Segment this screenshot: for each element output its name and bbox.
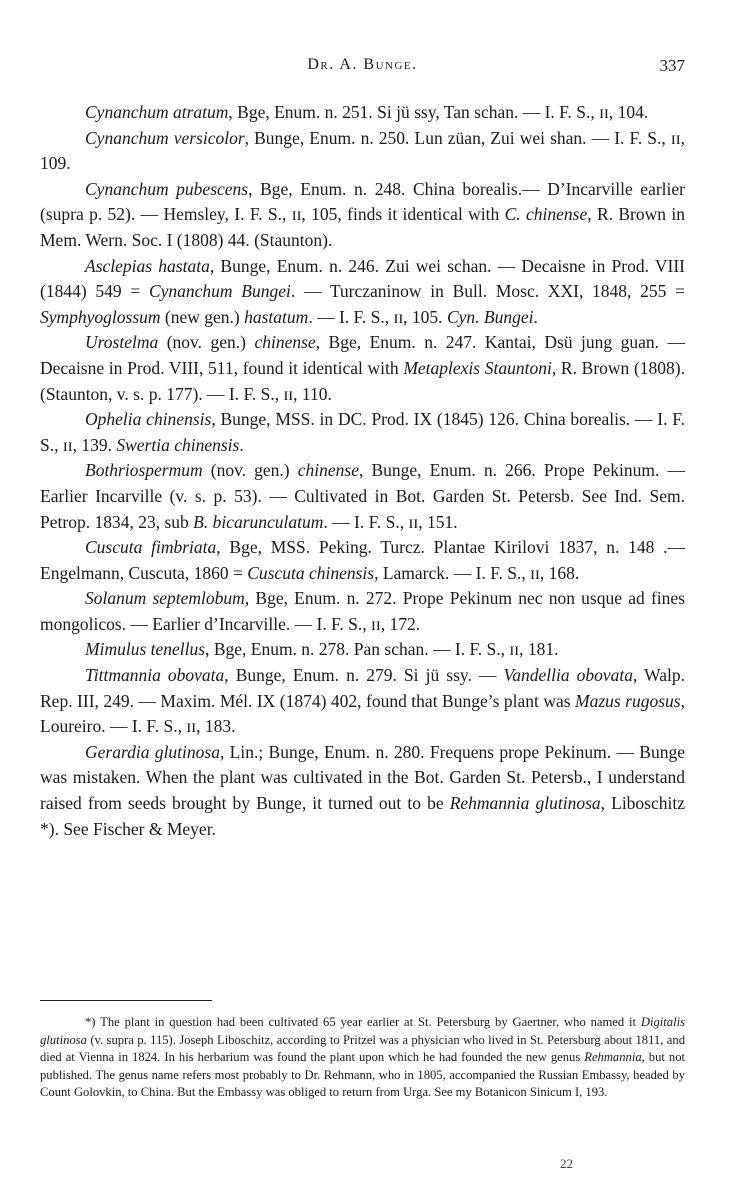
taxon-name: Solanum septemlobum: [85, 588, 245, 609]
taxon-name: Bothriospermum: [85, 460, 203, 481]
text-run: (v. supra p. 115). Joseph Liboschitz, according to Pritzel was a physician who lived in St. Petersburg about 1811, and died at Vienna in 1824. In his herbarium was found the plant upon which he had founded the new genus: [40, 1032, 685, 1065]
text-run: . — I. F. S., ɪɪ, 151.: [323, 511, 458, 532]
text-run: , Walp. Rep. III, 249. — Maxim. Mél. IX (1874) 402, found that Bunge’s plant was: [40, 665, 686, 711]
taxon-name: Mimulus tenellus: [85, 639, 206, 660]
species-entry: [40, 535, 685, 586]
species-entry: [40, 177, 685, 254]
taxon-name: Cynanchum pubescens: [85, 178, 249, 199]
running-head: [40, 56, 685, 84]
text-run: , but not published. The genus name refers most probably to Dr. Rehmann, who in 1805, accompanied the Russian Embassy, headed by Count Golovkin, to China. But the Embassy was obliged to return from Urga. See my Botanicon Sinicum I, 193.: [40, 1050, 686, 1100]
text-run: . — I. F. S., ɪɪ, 105.: [308, 306, 447, 327]
text-run: . — Turczaninow in Bull. Mosc. XXI, 1848, 255 =: [290, 281, 685, 302]
species-entry: [40, 663, 685, 740]
text-run: , Bunge, Enum. n. 279. Si jü ssy. —: [224, 665, 504, 686]
text-run: , Loureiro. — I. F. S., ɪɪ, 183.: [40, 690, 685, 737]
taxon-name: Rehmannia: [584, 1050, 642, 1065]
species-entry: [40, 254, 685, 331]
text-run: , Bunge, Enum. n. 250. Lun züan, Zui wei shan. — I. F. S., ɪɪ, 109.: [40, 127, 685, 174]
taxon-name: Metaplexis Stauntoni: [403, 357, 552, 378]
text-run: (nov. gen.): [158, 332, 255, 353]
text-run: , Bge, MSS. Peking. Turcz. Plantae Kirilovi 1837, n. 148 .— Engelmann, Cuscuta, 1860 =: [40, 537, 686, 583]
text-run: , Lin.; Bunge, Enum. n. 280. Frequens prope Pekinum. — Bunge was mistaken. When the plant was cultivated in the Bot. Garden St. Petersb., I understand raised from seeds brought by Bunge, it turned out to be: [40, 741, 685, 814]
taxon-name: Cuscuta chinensis: [247, 562, 375, 583]
text-run: , Bunge, Enum. n. 266. Prope Pekinum. — Earlier Incarville (v. s. p. 53). — Cultivated in Bot. Garden St. Petersb. See Ind. Sem. Petrop. 1834, 23, sub: [40, 460, 685, 532]
taxon-name: Cynanchum Bungei: [148, 281, 291, 302]
taxon-name: Tittmannia obovata: [85, 665, 225, 686]
text-run: , Bunge, Enum. n. 246. Zui wei schan. — Decaisne in Prod. VIII (1844) 549 =: [40, 255, 686, 302]
taxon-name: Cyn. Bungei: [446, 306, 534, 327]
taxon-name: Asclepias hastata: [85, 255, 210, 276]
footnote: [40, 1014, 685, 1102]
page-number: 337: [659, 56, 685, 75]
taxon-name: Rehmannia glutinosa: [449, 793, 601, 814]
species-entry: [40, 637, 685, 663]
taxon-name: chinense: [254, 332, 316, 353]
taxon-name: B. bicarunculatum: [193, 511, 324, 532]
text-run: , R. Brown in Mem. Wern. Soc. I (1808) 44. (Staunton).: [40, 204, 685, 250]
taxon-name: chinense: [297, 460, 359, 481]
signature-mark: 22: [560, 1156, 573, 1171]
footnote-rule: [40, 1000, 212, 1001]
taxon-name: Ophelia chinensis: [85, 409, 212, 430]
taxon-name: Symphyoglossum: [40, 306, 161, 327]
running-title: Dr. A. Bunge.: [307, 56, 418, 73]
text-run: , Bge, Enum. n. 272. Prope Pekinum nec non usque ad fines mongolicos. — Earlier d’Incarville. — I. F. S., ɪɪ, 172.: [40, 588, 685, 634]
text-run: , Bge, Enum. n. 248. China borealis.— D’Incarville earlier (supra p. 52). — Hemsley, I. F. S., ɪɪ, 105, finds it identical with: [40, 178, 685, 225]
text-run: , Bunge, MSS. in DC. Prod. IX (1845) 126. China borealis. — I. F. S., ɪɪ, 139.: [40, 409, 685, 455]
species-entry: [40, 458, 685, 535]
text-run: , Bge, Enum. n. 247. Kantai, Dsü jung guan. — Decaisne in Prod. VIII, 511, found it identical with: [40, 332, 685, 378]
species-entry: [40, 586, 685, 637]
taxon-name: Vandellia obovata: [503, 665, 634, 686]
taxon-name: Urostelma: [85, 332, 159, 353]
text-run: , Bge, Enum. n. 278. Pan schan. — I. F. S., ɪɪ, 181.: [205, 639, 559, 660]
species-entry: [40, 407, 685, 458]
species-entry: [40, 740, 685, 842]
text-run: .: [533, 306, 538, 327]
body-text: [40, 100, 685, 842]
species-entry: [40, 100, 685, 126]
text-run: , Liboschitz *). See Fischer & Meyer.: [40, 793, 685, 839]
taxon-name: hastatum: [244, 306, 309, 327]
species-entry: [40, 330, 685, 407]
text-run: (new gen.): [160, 306, 245, 327]
taxon-name: Gerardia glutinosa: [85, 741, 220, 762]
text-run: .: [239, 434, 244, 455]
taxon-name: Digitalis glutinosa: [40, 1015, 685, 1047]
text-run: , Lamarck. — I. F. S., ɪɪ, 168.: [374, 562, 580, 583]
taxon-name: Cynanchum atratum: [85, 102, 229, 122]
text-run: (nov. gen.): [202, 460, 298, 481]
taxon-name: C. chinense: [504, 204, 588, 225]
taxon-name: Swertia chinensis: [116, 434, 240, 455]
text-run: , R. Brown (1808). (Staunton, v. s. p. 177). — I. F. S., ɪɪ, 110.: [40, 357, 685, 404]
text-run: *) The plant in question had been cultivated 65 year earlier at St. Petersburg by Gaertner, who named it: [85, 1015, 641, 1029]
text-run: , Bge, Enum. n. 251. Si jü ssy, Tan schan. — I. F. S., ɪɪ, 104.: [228, 102, 649, 122]
taxon-name: Mazus rugosus: [575, 690, 681, 711]
taxon-name: Cynanchum versicolor: [85, 127, 245, 148]
taxon-name: Cuscuta fimbriata: [85, 537, 217, 558]
species-entry: [40, 126, 685, 177]
